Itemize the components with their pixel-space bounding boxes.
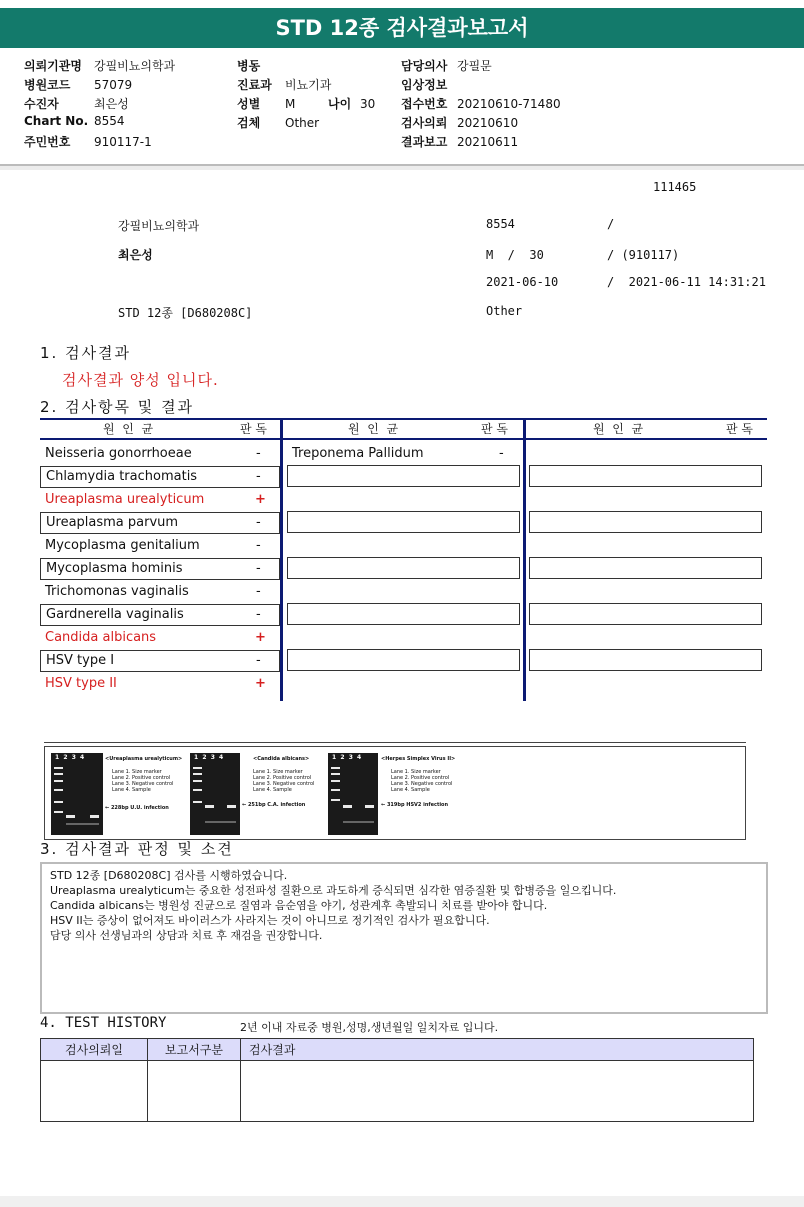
receipt-value: 20210610-71480 — [457, 97, 561, 111]
result-row-positive — [40, 627, 280, 649]
gel-legend-2: Lane 1. Size marker Lane 2. Positive control Lane 3. Negative control Lane 4. Sample — [253, 769, 315, 793]
receipt-label: 접수번호 — [401, 97, 448, 111]
result-row-positive — [40, 489, 280, 511]
result-column-1 — [40, 443, 280, 695]
info-report-datetime: / 2021-06-11 14:31:21 — [607, 275, 766, 289]
section-3-title: 3. 검사결과 판정 및 소견 — [40, 840, 234, 858]
organism-name: Ureaplasma parvum — [46, 515, 179, 530]
age-value: 30 — [360, 97, 376, 111]
result-row — [40, 650, 280, 672]
chart-label: Chart No. — [24, 114, 89, 128]
report-title: STD 12종 검사결과보고서 — [0, 8, 804, 48]
organism-result: - — [256, 446, 261, 461]
gel-top-rule — [44, 742, 746, 743]
gel-panel-1-title: <Ureaplasma urealyticum> — [105, 756, 183, 762]
sex-value: M — [285, 97, 296, 111]
doctor-label: 담당의사 — [401, 59, 448, 73]
result-row — [40, 466, 280, 488]
info-patient: 최은성 — [118, 248, 153, 262]
empty-result-box — [287, 603, 520, 625]
result-row — [40, 535, 280, 557]
col-result-header-3: 판 독 — [726, 422, 753, 436]
header-right — [401, 57, 561, 152]
info-specimen: Other — [486, 304, 523, 318]
organism-result: - — [256, 653, 261, 668]
table-header-group-2 — [283, 421, 523, 437]
table-header-group-1 — [40, 421, 280, 437]
report-label: 결과보고 — [401, 135, 448, 149]
result-row — [40, 512, 280, 534]
result-row — [40, 604, 280, 626]
gel-panel-3-band-label: ← 319bp HSV2 infection — [381, 802, 449, 808]
gel-legend-1: Lane 1. Size marker Lane 2. Positive control Lane 3. Negative control Lane 4. Sample — [112, 769, 174, 793]
gel-panel-2-title: <Candida albicans> — [253, 756, 310, 762]
empty-result-box — [529, 649, 762, 671]
empty-result-box — [529, 603, 762, 625]
organism-result: - — [256, 607, 261, 622]
chart-value: 8554 — [94, 114, 125, 128]
lane-numbers: 1 2 3 4 — [194, 754, 224, 761]
organism-name: HSV type II — [45, 676, 117, 691]
history-note: 2년 이내 자료중 병원,성명,생년월일 일치자료 입니다. — [240, 1021, 499, 1034]
lane-numbers: 1 2 3 4 — [332, 754, 362, 761]
organism-name: Candida albicans — [45, 630, 157, 645]
ward-label: 병동 — [237, 59, 261, 73]
id-value: 910117-1 — [94, 135, 152, 149]
section-1-title: 1. 검사결과 — [40, 344, 132, 362]
request-label: 검사의뢰 — [401, 116, 448, 130]
empty-result-box — [529, 465, 762, 487]
organism-name: Mycoplasma hominis — [46, 561, 183, 576]
empty-result-box — [529, 511, 762, 533]
gel-legend-3: Lane 1. Size marker Lane 2. Positive control Lane 3. Negative control Lane 4. Sample — [391, 769, 453, 793]
organism-name: Neisseria gonorrhoeae — [45, 446, 192, 461]
remark-line: 담당 의사 선생님과의 상담과 치료 후 재검을 권장합니다. — [50, 929, 323, 942]
history-header-row — [41, 1039, 754, 1061]
section-2-title: 2. 검사항목 및 결과 — [40, 398, 195, 416]
clinical-label: 임상정보 — [401, 78, 448, 92]
empty-result-box — [287, 465, 520, 487]
info-request-date: 2021-06-10 — [486, 275, 559, 289]
history-cell — [148, 1061, 241, 1122]
organism-name: Treponema Pallidum — [292, 446, 424, 461]
info-slash: / — [607, 217, 615, 231]
result-row — [287, 443, 519, 465]
doctor-value: 강필문 — [457, 59, 492, 73]
col-organism-header-1: 원 인 균 — [103, 422, 154, 436]
result-row-positive — [40, 673, 280, 695]
lane-numbers: 1 2 3 4 — [55, 754, 85, 761]
specimen-value: Other — [285, 116, 320, 130]
table-column-divider-1 — [280, 418, 283, 701]
remarks-box — [40, 862, 768, 1014]
gel-panel-1-band-label: ← 228bp U.U. infection — [105, 805, 169, 811]
info-birth: / (910117) — [607, 248, 680, 262]
result-row — [40, 558, 280, 580]
organism-result: + — [255, 630, 266, 645]
result-row — [40, 443, 280, 465]
table-column-divider-2 — [523, 418, 526, 701]
sex-label: 성별 — [237, 97, 261, 111]
patient-value: 최은성 — [94, 97, 129, 111]
col-result-header-2: 판 독 — [481, 422, 508, 436]
history-table — [40, 1038, 754, 1122]
report-code: 111465 — [653, 180, 697, 194]
empty-result-box — [287, 557, 520, 579]
empty-result-box — [529, 557, 762, 579]
organism-result: - — [256, 515, 261, 530]
info-clinic: 강필비뇨의학과 — [118, 219, 200, 233]
history-col-result: 검사결과 — [241, 1039, 754, 1061]
history-col-type: 보고서구분 — [148, 1039, 241, 1061]
organism-result: - — [256, 561, 261, 576]
id-label: 주민번호 — [24, 135, 71, 149]
remark-line: HSV II는 증상이 없어져도 바이러스가 사라지는 것이 아니므로 정기적인 검사가 필요합니다. — [50, 914, 490, 927]
organism-name: HSV type I — [46, 653, 115, 668]
gel-panel-3-title: <Herpes Simplex Virus II> — [381, 756, 456, 762]
report-value: 20210611 — [457, 135, 519, 149]
positive-message: 검사결과 양성 입니다. — [62, 371, 219, 389]
remark-line: STD 12종 [D680208C] 검사를 시행하였습니다. — [50, 869, 288, 882]
gel-panel-2 — [190, 753, 240, 835]
page-bottom-edge — [0, 1196, 804, 1207]
info-chart: 8554 — [486, 217, 515, 231]
history-col-date: 검사의뢰일 — [41, 1039, 148, 1061]
specimen-label: 검체 — [237, 116, 261, 130]
patient-label: 수진자 — [24, 97, 59, 111]
table-header-group-3 — [526, 421, 767, 437]
age-label: 나이 — [328, 97, 352, 111]
history-cell — [41, 1061, 148, 1122]
organism-result: - — [256, 538, 261, 553]
gel-image — [44, 746, 746, 840]
history-empty-row — [41, 1061, 754, 1122]
organism-name: Trichomonas vaginalis — [45, 584, 189, 599]
col-result-header-1: 판 독 — [240, 422, 267, 436]
organism-name: Ureaplasma urealyticum — [45, 492, 205, 507]
organism-name: Gardnerella vaginalis — [46, 607, 184, 622]
organism-name: Chlamydia trachomatis — [46, 469, 198, 484]
organism-result: - — [256, 584, 261, 599]
info-sex-age: M / 30 — [486, 248, 544, 262]
hospital-code-value: 57079 — [94, 78, 133, 92]
remark-line: Ureaplasma urealyticum는 중요한 성전파성 질환으로 과도하게 증식되면 심각한 염증질환 및 합병증을 일으킵니다. — [50, 884, 617, 897]
header-middle — [237, 57, 375, 133]
institution-value: 강필비뇨의학과 — [94, 59, 176, 73]
empty-result-box — [287, 511, 520, 533]
section-4-title: 4. TEST HISTORY — [40, 1015, 167, 1031]
gel-panel-2-band-label: ← 251bp C.A. infection — [242, 802, 306, 808]
history-cell — [241, 1061, 754, 1122]
col-organism-header-3: 원 인 균 — [593, 422, 644, 436]
organism-result: + — [255, 492, 266, 507]
header-left — [24, 57, 175, 152]
col-organism-header-2: 원 인 균 — [348, 422, 399, 436]
organism-result: - — [499, 446, 504, 461]
hospital-code-label: 병원코드 — [24, 78, 71, 92]
table-top-rule — [40, 418, 767, 420]
dept-value: 비뇨기과 — [285, 78, 332, 92]
dept-label: 진료과 — [237, 78, 272, 92]
request-value: 20210610 — [457, 116, 519, 130]
info-test-name: STD 12종 [D680208C] — [118, 306, 253, 320]
result-row — [40, 581, 280, 603]
empty-result-box — [287, 649, 520, 671]
table-header-rule — [40, 438, 767, 440]
institution-label: 의뢰기관명 — [24, 59, 82, 73]
remark-line: Candida albicans는 병원성 진균으로 질염과 음순염을 야기, 성관계후 촉발되니 치료를 받아야 합니다. — [50, 899, 548, 912]
organism-result: + — [255, 676, 266, 691]
gel-panel-3 — [328, 753, 378, 835]
organism-name: Mycoplasma genitalium — [45, 538, 200, 553]
header-divider-shadow — [0, 166, 804, 170]
gel-panel-1 — [51, 753, 103, 835]
organism-result: - — [256, 469, 261, 484]
